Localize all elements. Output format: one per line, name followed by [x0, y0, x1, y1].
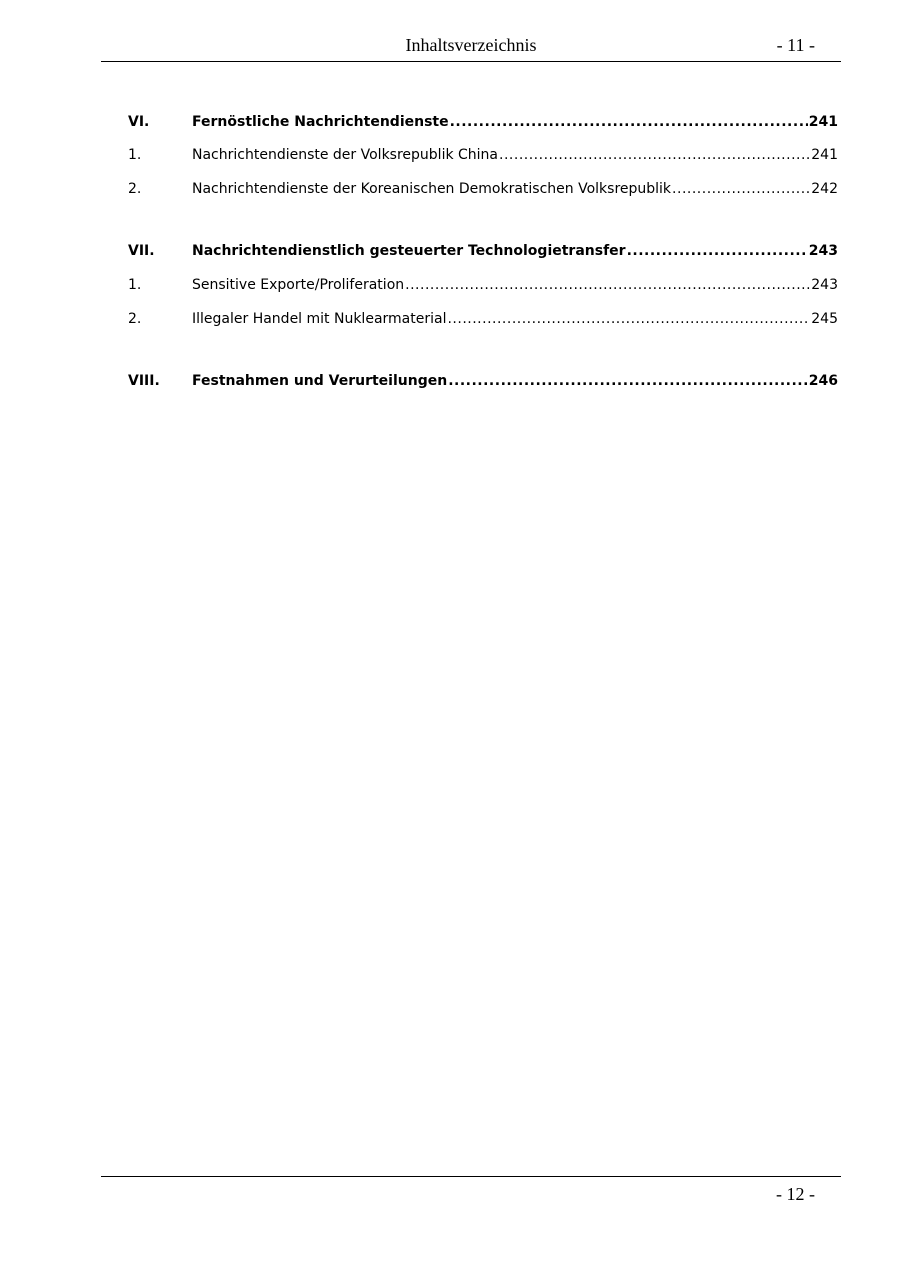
- toc-entry-title: Nachrichtendienste der Koreanischen Demokratischen Volksrepublik: [192, 181, 672, 197]
- toc-entry-number: VIII.: [128, 373, 160, 389]
- toc-leader-dots: [448, 371, 808, 391]
- toc-entry-title: Sensitive Exporte/Proliferation: [192, 277, 405, 293]
- toc-entry-page: 241: [808, 114, 838, 130]
- toc-entry-number: 2.: [128, 181, 142, 197]
- toc-entry-title: Festnahmen und Verurteilungen: [192, 373, 448, 389]
- toc-entry-title: Nachrichtendienste der Volksrepublik China: [192, 147, 499, 163]
- toc-leader-dots: [450, 112, 808, 132]
- toc-entry[interactable]: [128, 179, 838, 199]
- toc-leader-dots: [627, 241, 808, 261]
- toc-entry-number: VI.: [128, 114, 150, 130]
- header-title: Inhaltsverzeichnis: [405, 35, 537, 55]
- toc-entry-page: 241: [811, 147, 838, 163]
- toc-leader-dots: [405, 275, 810, 295]
- header-page-number: - 11 -: [776, 35, 815, 55]
- toc-entry-number: 1.: [128, 147, 142, 163]
- toc-entry[interactable]: [128, 241, 838, 261]
- page-footer: [101, 1176, 841, 1211]
- toc-leader-dots: [672, 179, 810, 199]
- toc-entry[interactable]: [128, 275, 838, 295]
- toc-entry[interactable]: [128, 145, 838, 165]
- toc-entry-page: 246: [808, 373, 838, 389]
- toc-entry[interactable]: [128, 112, 838, 132]
- toc-entry[interactable]: [128, 371, 838, 391]
- footer-page-number: - 12 -: [776, 1184, 815, 1204]
- toc-entry-page: 243: [811, 277, 838, 293]
- toc-entry-title: Illegaler Handel mit Nuklearmaterial: [192, 311, 447, 327]
- toc-entry-number: VII.: [128, 243, 155, 259]
- toc-leader-dots: [447, 309, 810, 329]
- toc-entry[interactable]: [128, 309, 838, 329]
- toc-leader-dots: [499, 145, 810, 165]
- toc-entry-page: 245: [811, 311, 838, 327]
- toc-entry-title: Nachrichtendienstlich gesteuerter Technologietransfer: [192, 243, 626, 259]
- toc-entry-title: Fernöstliche Nachrichtendienste: [192, 114, 449, 130]
- toc-entry-number: 1.: [128, 277, 142, 293]
- page-header: [101, 32, 841, 62]
- toc-entry-page: 242: [811, 181, 838, 197]
- toc-entry-number: 2.: [128, 311, 142, 327]
- toc-entry-page: 243: [808, 243, 838, 259]
